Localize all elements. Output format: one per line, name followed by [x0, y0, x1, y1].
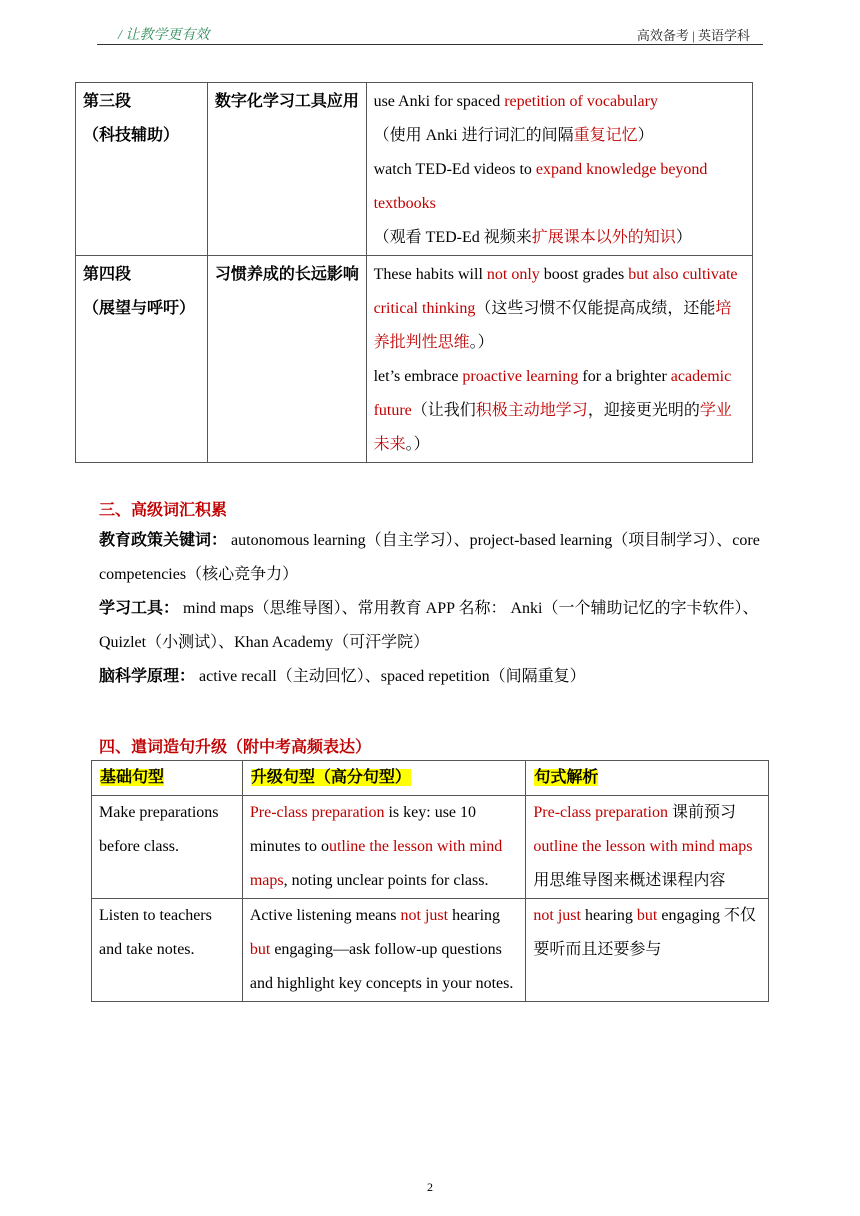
section-title-sentences: 四、遣词造句升级（附中考高频表达） [99, 739, 372, 756]
paragraph-cell: 第三段 （科技辅助） [76, 83, 208, 256]
topic-cell: 习惯养成的长远影响 [207, 256, 366, 463]
vocab-paragraph-brain: 脑科学原理： active recall（主动回忆）、spaced repetition（间隔重复） [99, 668, 586, 685]
vocab-paragraph-tools: 学习工具： mind maps（思维导图）、常用教育 APP 名称： Anki（一个辅助记忆的字卡软件）、Quizlet（小测试）、Khan Academy（可汗学院） [99, 600, 759, 651]
header-slogan: / 让教学更有效 [118, 28, 210, 43]
basic-sentence-cell: Make preparations before class. [92, 796, 243, 899]
table-row [76, 256, 753, 463]
outline-table [75, 82, 753, 463]
sentence-upgrade-table [91, 760, 769, 1002]
vocab-paragraph-policy: 教育政策关键词： autonomous learning（自主学习）、project-based learning（项目制学习）、core competencies（核心竞争力） [99, 532, 760, 583]
basic-sentence-cell: Listen to teachers and take notes. [92, 899, 243, 1002]
topic-cell: 数字化学习工具应用 [207, 83, 366, 256]
table-row [92, 796, 769, 899]
paragraph-cell: 第四段 （展望与呼吁） [76, 256, 208, 463]
table-header-row [92, 761, 769, 796]
example-cell: use Anki for spaced repetition of vocabulary （使用 Anki 进行词汇的间隔重复记忆） watch TED-Ed videos to expand knowledge beyond textbooks （观看 TED-Ed 视频来扩展课本以外的知识） [366, 83, 752, 256]
header-divider [97, 44, 763, 45]
analysis-cell: Pre-class preparation 课前预习 outline the lesson with mind maps 用思维导图来概述课程内容 [526, 796, 769, 899]
column-header: 句式解析 [526, 761, 769, 796]
section-title-vocabulary: 三、高级词汇积累 [99, 502, 228, 519]
column-header: 基础句型 [92, 761, 243, 796]
upgraded-sentence-cell: Pre-class preparation is key: use 10 minutes to outline the lesson with mind maps, noting unclear points for class. [242, 796, 526, 899]
upgraded-sentence-cell: Active listening means not just hearing but engaging—ask follow-up questions and highlight key concepts in your notes. [242, 899, 526, 1002]
analysis-cell: not just hearing but engaging 不仅要听而且还要参与 [526, 899, 769, 1002]
page-number: 2 [427, 1180, 433, 1194]
table-row [76, 83, 753, 256]
header-subject: 高效备考 | 英语学科 [636, 28, 750, 43]
column-header: 升级句型（高分句型） [242, 761, 526, 796]
table-row [92, 899, 769, 1002]
example-cell: These habits will not only boost grades but also cultivate critical thinking（这些习惯不仅能提高成绩，还能培养批判性思维。） let’s embrace proactive learning for a brighter academic future（让我们积极主动地学习，迎接更光明的学业未来。） [366, 256, 752, 463]
